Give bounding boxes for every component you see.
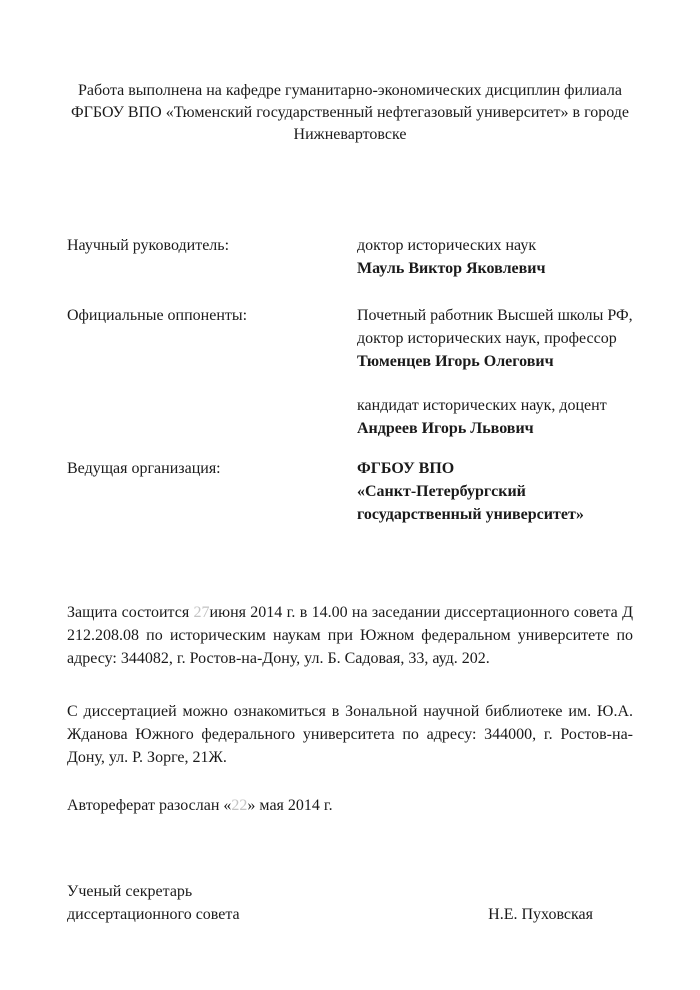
leading-organization-label: Ведущая организация: [67, 460, 221, 477]
distribution-day-faded: 22 [231, 797, 248, 814]
opponents-value [357, 304, 633, 440]
distribution-text-after-day: » мая 2014 г. [247, 797, 333, 814]
secretary-block [67, 880, 633, 926]
leading-organization-line-1: ФГБОУ ВПО [357, 460, 455, 477]
secretary-name: Н.Е. Пуховская [488, 906, 593, 923]
library-paragraph: С диссертацией можно ознакомиться в Зональной научной библиотеке им. Ю.А. Жданова Южного федерального университета по адресу: 344000, г. Ростов-на-Дону, ул. Р. Зорге, 21Ж. [67, 703, 633, 766]
opponent-first-title-1: Почетный работник Высшей школы РФ, [357, 307, 633, 324]
secretary-line-2 [67, 903, 633, 926]
supervisor-name: Мауль Виктор Яковлевич [357, 260, 546, 277]
opponent-second-title-1: кандидат исторических наук, доцент [357, 397, 607, 414]
defense-paragraph [67, 601, 633, 670]
affiliation-header: Работа выполнена на кафедре гуманитарно-экономических дисциплин филиала ФГБОУ ВПО «Тюменский государственный нефтегазовый университет» в городе Нижневартовске [70, 82, 630, 143]
opponent-second-name: Андреев Игорь Львович [357, 420, 534, 437]
opponents-row [67, 304, 633, 440]
secretary-line-1: Ученый секретарь [67, 883, 193, 900]
opponents-label: Официальные оппоненты: [67, 307, 248, 324]
leading-organization-line-2: «Санкт-Петербургский [357, 483, 526, 500]
distribution-text-before-day: Автореферат разослан « [67, 797, 232, 814]
supervisor-label: Научный руководитель: [67, 237, 230, 254]
supervisor-row [67, 234, 633, 280]
defense-text-before-day: Защита состоится [67, 604, 194, 621]
opponent-first [357, 304, 633, 373]
opponent-first-name: Тюменцев Игорь Олегович [357, 353, 554, 370]
leading-organization-value [357, 457, 633, 526]
secretary-line-2-text: диссертационного совета [67, 906, 240, 923]
leading-organization-line-3: государственный университет» [357, 506, 584, 523]
supervisor-value [357, 234, 633, 280]
supervisor-degree: доктор исторических наук [357, 237, 537, 254]
opponent-second [357, 394, 633, 440]
defense-day-faded: 27 [193, 604, 210, 621]
distribution-line [67, 794, 633, 817]
defense-text-after-day: июня 2014 г. в 14.00 на заседании диссертационного совета Д 212.208.08 по историческим наукам при Южном федеральном университете по адресу: 344082, г. Ростов-на-Дону, ул. Б. Садовая, 33, ауд. 202. [67, 604, 634, 667]
leading-organization-row [67, 457, 633, 526]
opponent-first-title-2: доктор исторических наук, профессор [357, 330, 617, 347]
